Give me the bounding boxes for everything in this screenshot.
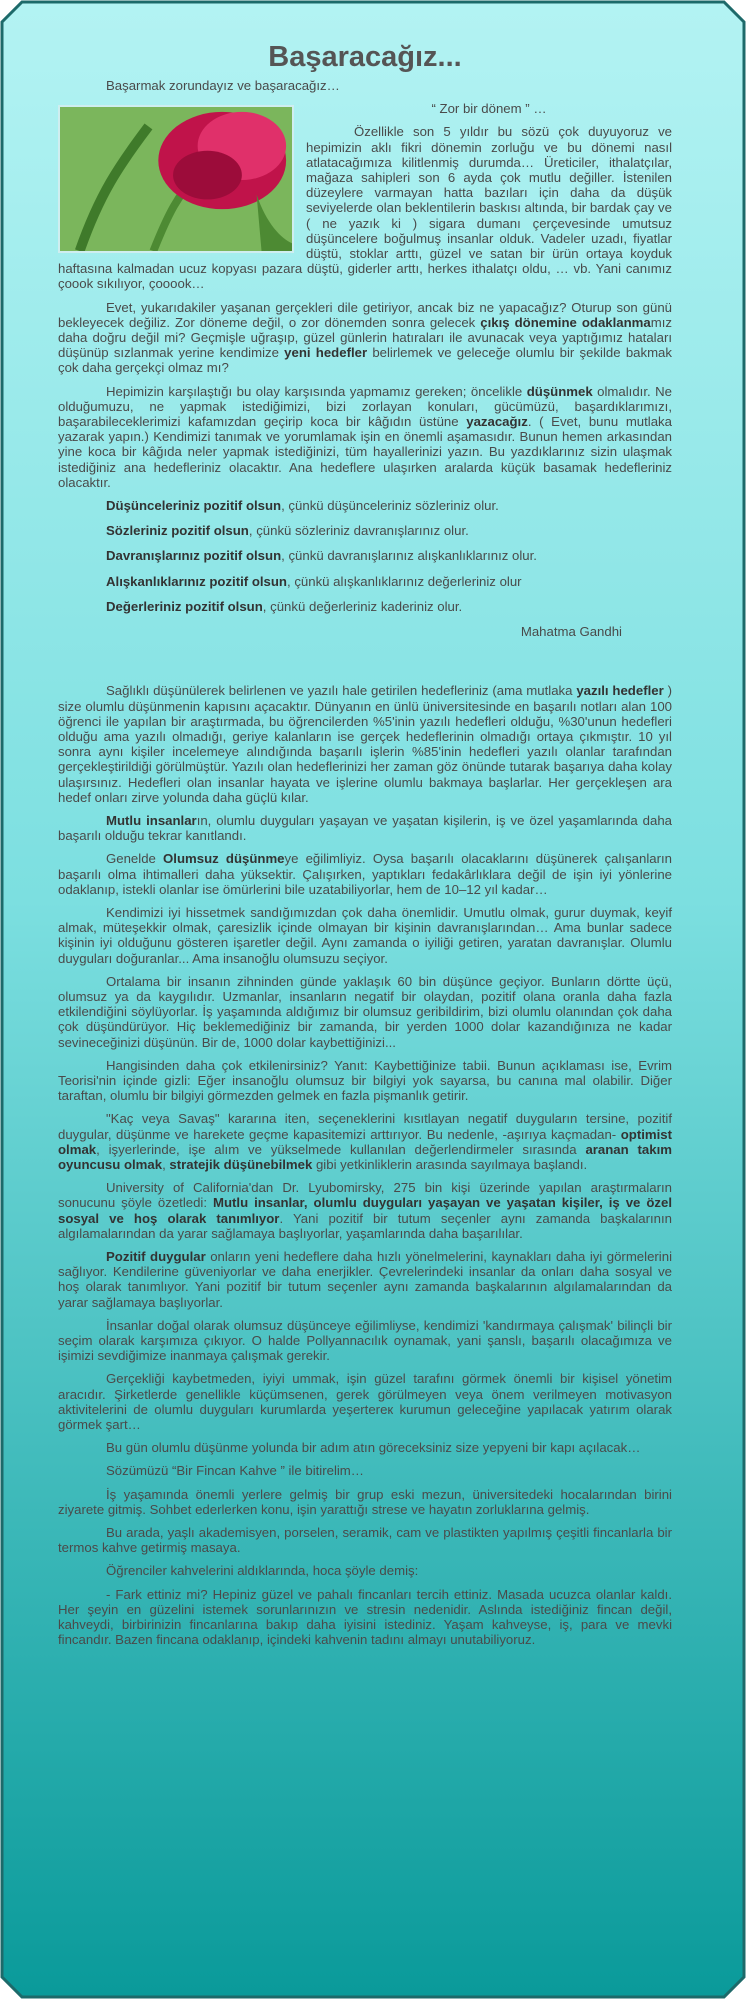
- text-run: Özellikle son 5 yıldır bu sözü çok duyuyoruz ve hepimizin aklı fikri dönemin zorluğu ve bu dönemi nasıl atlatacağımıza kilitlenmiş durumda… Üreticiler, ithalatçılar, mağaza sahipleri son 6 ayda çok mutlu değiller. İstenilen düzeylere varmayan hatta bazıları için daha da düşük seviyelerde olan beklentilerin baskısı altında, bir bardak çay ve ( ne yazık ki ) sigara dumanı çerçevesinde umutsuz düşüncelere boğulmuş insanlar olduk. Vadeler uzadı, fiyatlar düştü, stoklar arttı, güzel ve satan bir ürün ortaya koyduk haftasına kalmadan ucuz kopyası pazara düştü, giderler arttı, herkes ithalatçı oldu, … vb. Yani canımız çoook sıkılıyor, çooook…: [58, 124, 672, 292]
- paragraph: [58, 683, 672, 805]
- text-run: - Fark ettiniz mi? Hepiniz güzel ve pahalı fincanları tercih ettiniz. Masada ucuzca olanlar kaldı. Her şeyin en güzelini istemek sorunlarınızın ve stresin nedenidir. Aslında istediğiniz fincan değil, kahveydi, birbirinizin fincanlarına bakıp daha iyisini istediniz. Yaşam kahveyse, iş, para ve mevki fincandır. Bazen fincana odaklanıp, içindeki kahvenin tadını almayı unutabiliyoruz.: [58, 1586, 672, 1648]
- paragraph: [58, 300, 672, 376]
- quote-heading: “ Zor bir dönem ” …: [431, 101, 547, 117]
- text-run: "Kaç veya Savaş" kararına iten, seçeneklerini kısıtlayan negatif duyguların tersine, pozitif duygular, düşünme ve harekete geçme kapasitemizi arttırıyor. Bu nedenle, -aşırıya kaçmadan-: [58, 1111, 672, 1142]
- paragraph: [58, 1440, 672, 1455]
- text-run: Kendimizi iyi hissetmek sandığımızdan çok daha önemlidir. Umutlu olmak, gurur duymak, keyif almak, müteşekkir olmak, çaresizlik içinde olmayan bir kişinin davranışlarından… Ama bunlar sadece kişinin iyi olduğunu gösteren işaretler değil. Aynı zamanda o iyiliği getiren, yaratan davranışlar. Olumlu duyguları doğuranlar... Ama insanoğlu olumsuzu seçiyor.: [58, 904, 672, 966]
- bold-text: çıkış dönemine odaklanma: [480, 314, 651, 330]
- text-run: Hepimizin karşılaştığı bu olay karşısında yapmamız gereken; öncelikle: [106, 383, 527, 399]
- text-run: University of California'dan Dr. Lyubomirsky, 275 bin kişi üzerinde yapılan araştırmaların sonucunu şöyle özetledi:: [58, 1180, 672, 1211]
- quote-line: [106, 599, 672, 614]
- page-title: Başaracağız...: [268, 41, 462, 73]
- rose-photo: [58, 105, 294, 253]
- paragraph: [58, 1058, 672, 1104]
- bold-text: yazılı hedefler: [576, 683, 664, 699]
- paragraph: [58, 1371, 672, 1432]
- text-run: gibi yetkinliklerin arasında sayılmaya başlandı.: [312, 1156, 588, 1172]
- paragraph: [58, 1318, 672, 1364]
- text-run: Bu arada, yaşlı akademisyen, porselen, seramik, cam ve plastikten yapılmış çeşitli fincanlarla bir termos kahve getirmiş masaya.: [58, 1525, 672, 1556]
- text-run: Hangisinden daha çok etkilenirsiniz? Yanıt: Kaybettiğinize tabii. Bunun açıklaması ise, Evrim Teorisi'nin içinde gizli: Eğer insanoğlu olumsuz bir bilgiyi yok sayarsa, bu canına mal olabilir. Diğer taraftan, olumlu bir bilgiyi görmezden gelmek en fazla pişmanlık getirir.: [58, 1057, 672, 1104]
- text-run: İnsanlar doğal olarak olumsuz düşünceye eğilimliyse, kendimizi 'kandırmaya çalışmak' bilinçli bir seçim olarak karşımıza çıkıyor. O halde Pollyannacılık oynamak, yani şanslı, başarılı olacağımıza ve işimizi sevdiğimize inanmaya çalışmak gerekir.: [58, 1317, 672, 1364]
- body-paragraphs: [58, 683, 672, 1647]
- paragraph: [58, 851, 672, 897]
- bold-text: Olumsuz düşünme: [163, 851, 285, 867]
- bold-text: düşünmek: [526, 383, 593, 399]
- gandhi-quote: [58, 498, 672, 614]
- quote-line-text: , çünkü sözleriniz davranışlarınız olur.: [248, 523, 469, 539]
- text-run: . ( Evet, bunu mutlaka yazarak yapın.) Kendimizi tanımak ve yorumlamak işin en önemli aşamasıdır. Bunun hemen arkasından yine koca bir kâğıda neler yapmak istediğinizi, tüm hayallerinizi yazın. Bu yazdıklarınız sizin ulaşmak istediğiniz ana hedefleriniz olacaktır. Ana hedeflere ulaşırken aralarda küçük basamak hedefleriniz olacaktır.: [58, 414, 672, 490]
- article: [58, 40, 672, 1655]
- text-run: ,: [162, 1156, 170, 1172]
- paragraph: [58, 1180, 672, 1241]
- quote-line-bold: Sözleriniz pozitif olsun: [106, 523, 249, 539]
- quote-line: [106, 523, 672, 538]
- quote-line-text: , çünkü davranışlarınız alışkanlıklarınız olur.: [281, 548, 537, 564]
- quote-line-text: , çünkü alışkanlıklarınız değerleriniz olur: [287, 573, 522, 589]
- text-run: onların yeni hedeflere daha hızlı yönelmelerini, kaynakları daha iyi görmelerini sağlıyor. Kendilerine güveniyorlar ve daha enerjikler. Çevrelerindeki insanlar da onları daha sosyal ve hoş olarak tanımlıyor. Yani pozitif bir tutum seçenler aynı zamanda başkalarının algılamalarından da yarar sağlamaya başlıyorlar.: [58, 1249, 672, 1310]
- paragraph: [58, 384, 672, 490]
- bold-text: yeni hedefler: [284, 345, 368, 361]
- subtitle: Başarmak zorundayız ve başaracağız…: [106, 78, 340, 93]
- text-run: Evet, yukarıdakiler yaşanan gerçekleri dile getiriyor, ancak biz ne yapacağız? Oturup son günü bekleyecek değiliz. Zor döneme değil, o zor dönemden sonra gelecek: [58, 299, 672, 330]
- text-run: . Yani pozitif bir tutum seçenler aynı zamanda başkalarının algılamalarından da yarar sağlamaya başlıyorlar, yaşamlarında daha başarılılar.: [58, 1210, 672, 1241]
- paragraph: [58, 1463, 672, 1478]
- paragraph: [58, 974, 672, 1050]
- quote-line: [106, 548, 672, 563]
- quote-line: [106, 574, 672, 589]
- bold-text: Pozitif duygular: [106, 1249, 206, 1264]
- text-run: Gerçekliği kaybetmeden, iyiyi ummak, işin güzel tarafını görmek önemli bir kişisel yönetim aracıdır. Şirketlerde genellikle küçümsenen, gerek görülmeyen veya önem verilmeyen motivasyon aktivitelerini de olumlu duyguları kurumlarda yeşertereк kurumun geleceğine yapılacak yatırım olarak görmek şart…: [58, 1371, 672, 1433]
- bold-text: stratejik düşünebilmek: [169, 1156, 313, 1172]
- quote-line-bold: Düşünceleriniz pozitif olsun: [106, 498, 282, 514]
- text-run: belirlemek ve geleceğe olumlu bir şekilde bakmak çok daha gerçekçi olmaz mı?: [58, 345, 672, 376]
- paragraph: [58, 1525, 672, 1555]
- paragraph: [58, 813, 672, 843]
- paragraph: [58, 1563, 672, 1578]
- text-run: mız daha doğru değil mi? Geçmişle uğraşıp, güzel günlerin hatıraları ile avunacak veya yaptığımız hataları düşünüp sızlanmak yerine kendimize: [58, 314, 672, 361]
- paragraph: [58, 1487, 672, 1517]
- bold-text: Mutlu insanlar, olumlu duyguları yaşayan ve yaşatan kişiler, iş ve özel sosyal ve hoş olarak tanımlıyor: [58, 1195, 672, 1226]
- quote-line-bold: Değerleriniz pozitif olsun: [106, 598, 263, 614]
- text-run: Sözümüzü “Bir Fincan Kahve ” ile bitirelim…: [106, 1463, 364, 1479]
- text-run: Sağlıklı düşünülerek belirlenen ve yazılı hale getirilen hedefleriniz (ama mutlaka: [106, 683, 577, 699]
- text-run: Genelde: [106, 851, 164, 867]
- bold-text: Mutlu insanlar: [106, 812, 197, 828]
- paragraph: [58, 1587, 672, 1648]
- quote-author: Mahatma Gandhi: [520, 624, 622, 640]
- quote-line-text: , çünkü düşünceleriniz sözleriniz olur.: [281, 498, 499, 514]
- bold-text: yazacağız: [466, 414, 528, 430]
- text-run: ye eğilimliyiz. Oysa başarılı olacaklarını düşünerek çalışanların başarılı olma ihtimalleri daha yüksektir. Çalışırken, yaptıkları fedakârlıklara değil de işin iyi yönlerine odaklanıp, istekli olanlar ise ömürlerini bile uzatabiliyorlar, hem de 10–12 yıl kadar…: [58, 851, 672, 897]
- paragraph: [58, 1249, 672, 1310]
- text-run: , işyerlerinde, işe alım ve yükselmede kullanılan değerlendirmeler sırasında: [96, 1141, 586, 1157]
- text-run: ) size olumlu düşünmenin kapısını açacaktır. Dünyanın en ünlü üniversitesinde en başarılı notları alan 100 öğrenci ile yapılan bir araştırmada, bu öğrencilerden %5'inin yazılı hedefleri olduğu, %30'unun hedefleri olduğu ama yazılı olmadığı, geriye kalanların ise gerçek hedeflerinin olmadığı ortaya çıkmıştır. 10 yıl sonra aynı kişiler incelemeye alındığında başarılı işlerin %85'inin hedefleri yazılı olanlar tarafından gerçekleştirildiği görülmüştür. Yazılı olan hedeflerinizi her zaman göz önünde tutarak başarıya daha kolay ulaşırsınız. Hedefleri olan insanlar hayata ve işlerine olumlu bakmaya başlarlar. Her gerçekleşen ara hedef onları zirve yolunda daha güçlü kılar.: [58, 683, 672, 805]
- paragraph: [58, 905, 672, 966]
- bold-text: aranan takım oyuncusu olmak: [58, 1141, 672, 1172]
- text-run: olmalıdır. Ne olduğumuzu, ne yapmak istediğimizi, bizi zorlayan konuları, gücümüzü, başardıklarımızı, başarabileceklerimizi kafamızdan geçirip koca bir kâğıdın üstüne: [58, 383, 672, 430]
- text-run: İş yaşamında önemli yerlere gelmiş bir grup eski mezun, üniversitedeki hocalarından birini ziyarete gitmiş. Sohbet ederlerken konu, işin yarattığı strese ve hayatın zorluklarına gelmiş.: [58, 1486, 672, 1517]
- paragraph: [58, 1111, 672, 1172]
- text-run: Öğrenciler kahvelerini aldıklarında, hoca şöyle demiş:: [106, 1563, 419, 1579]
- quote-line-text: , çünkü değerleriniz kaderiniz olur.: [262, 598, 463, 614]
- text-run: Bu gün olumlu düşünme yolunda bir adım atın göreceksiniz size yepyeni bir kapı açılacak…: [106, 1440, 641, 1456]
- text-run: Ortalama bir insanın zihninden günde yaklaşık 60 bin düşünce geçiyor. Bunların dörtte üçü, olumsuz ya da kaygılıdır. Uzmanlar, insanların negatif bir olaydan, pozitif olana oranla daha fazla etkilendiğini söylüyorlar. İş yaşamında aldığımız bir olumsuz geribildirim, bizi olumlu olanından çok daha çok düşündürüyor. Hiç beklemediğiniz bir zamanda, bir yerden 1000 dolar kazandığınıza ne kadar sevineceğinizi düşünün. Bir de, 1000 dolar kaybettiğinizi...: [58, 973, 672, 1050]
- quote-line-bold: Alışkanlıklarınız pozitif olsun: [106, 573, 287, 589]
- bold-text: optimist olmak: [58, 1126, 672, 1157]
- quote-line-bold: Davranışlarınız pozitif olsun: [106, 548, 282, 564]
- text-run: ın, olumlu duyguları yaşayan ve yaşatan kişilerin, iş ve özel yaşamlarında daha başarılı olduğu tekrar kanıtlandı.: [58, 812, 672, 844]
- quote-line: [106, 498, 672, 513]
